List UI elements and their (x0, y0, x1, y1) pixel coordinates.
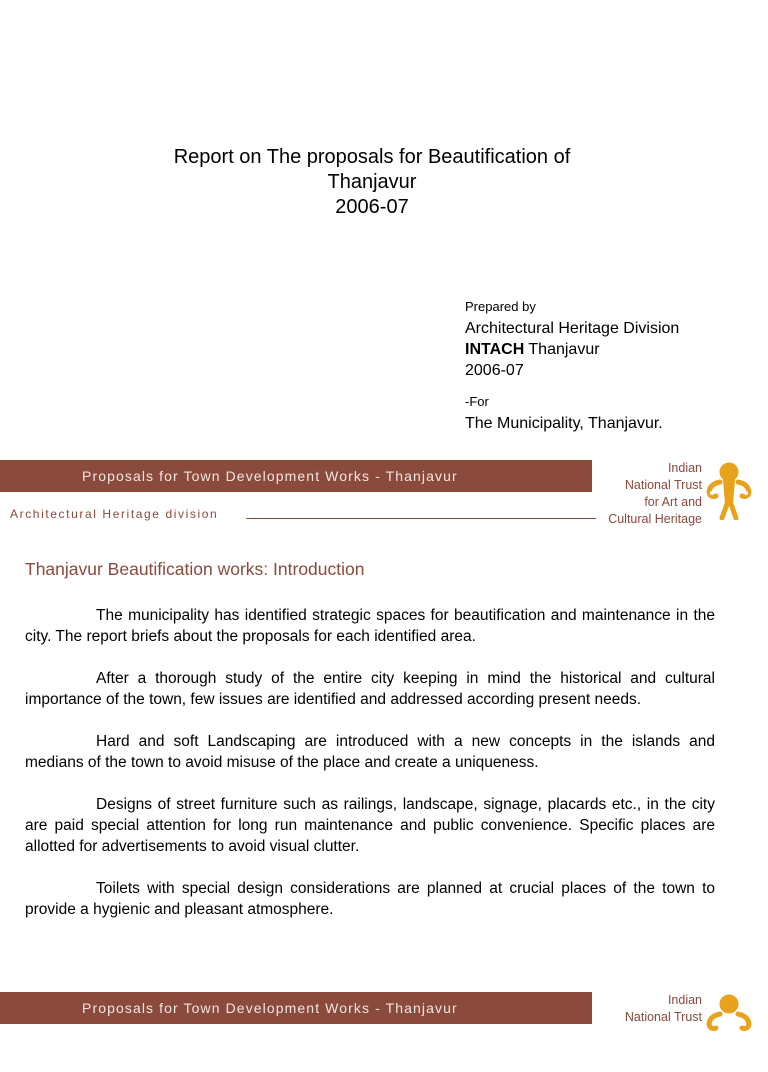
report-title-line-2: Thanjavur (327, 171, 417, 193)
prepared-org-place: Thanjavur (524, 341, 600, 358)
paragraph: The municipality has identified strategic spaces for beautification and maintenance in the city. The report briefs about the proposals for each identified area. (25, 607, 715, 645)
report-title-line-1: Report on The proposals for Beautification of (173, 146, 571, 168)
report-title (0, 145, 744, 220)
report-title-line-3: 2006-07 (335, 196, 409, 218)
banner-org-line-1: Indian (667, 461, 702, 475)
intach-logo-icon (704, 992, 754, 1052)
section-heading: Thanjavur Beautification works: Introduction (25, 559, 365, 579)
page-banner (0, 460, 768, 540)
prepared-division: Architectural Heritage Division (465, 320, 680, 337)
paragraph: Hard and soft Landscaping are introduced with a new concepts in the islands and medians of the town to avoid misuse of the place and create a uniqueness. (25, 733, 715, 771)
for-label: -For (465, 394, 489, 409)
banner-org-line-4: Cultural Heritage (608, 512, 702, 526)
paragraph: Designs of street furniture such as railings, landscape, signage, placards etc., in the city are paid special attention for long run maintenance and public convenience. Specific places are allotted for advertisements to avoid visual clutter. (25, 796, 715, 855)
prepared-org-bold: INTACH (465, 341, 525, 358)
prepared-by-block (465, 299, 679, 434)
banner-org-line-1: Indian (667, 993, 702, 1007)
recipient: The Municipality, Thanjavur. (465, 415, 663, 432)
banner-rule (246, 518, 596, 519)
banner-org-text (608, 460, 702, 528)
banner-org-line-3: for Art and (644, 495, 702, 509)
section-body (25, 605, 715, 941)
banner-org-line-2: National Trust (624, 478, 702, 492)
prepared-year: 2006-07 (465, 362, 524, 379)
prepared-by-label: Prepared by (465, 299, 536, 314)
banner-bar-2: Proposals for Town Development Works - Thanjavur (0, 992, 592, 1024)
prepared-org (465, 339, 679, 360)
banner-org-line-2: National Trust (624, 1010, 702, 1024)
paragraph: Toilets with special design considerations are planned at crucial places of the town to provide a hygienic and pleasant atmosphere. (25, 880, 715, 918)
banner-division-text: Architectural Heritage division (10, 507, 219, 521)
banner-bar: Proposals for Town Development Works - Thanjavur (0, 460, 592, 492)
page-banner-2 (0, 992, 768, 1072)
banner-org-text-2 (625, 992, 702, 1026)
paragraph: After a thorough study of the entire city keeping in mind the historical and cultural importance of the town, few issues are identified and addressed according present needs. (25, 670, 715, 708)
intach-logo-icon (704, 460, 754, 520)
